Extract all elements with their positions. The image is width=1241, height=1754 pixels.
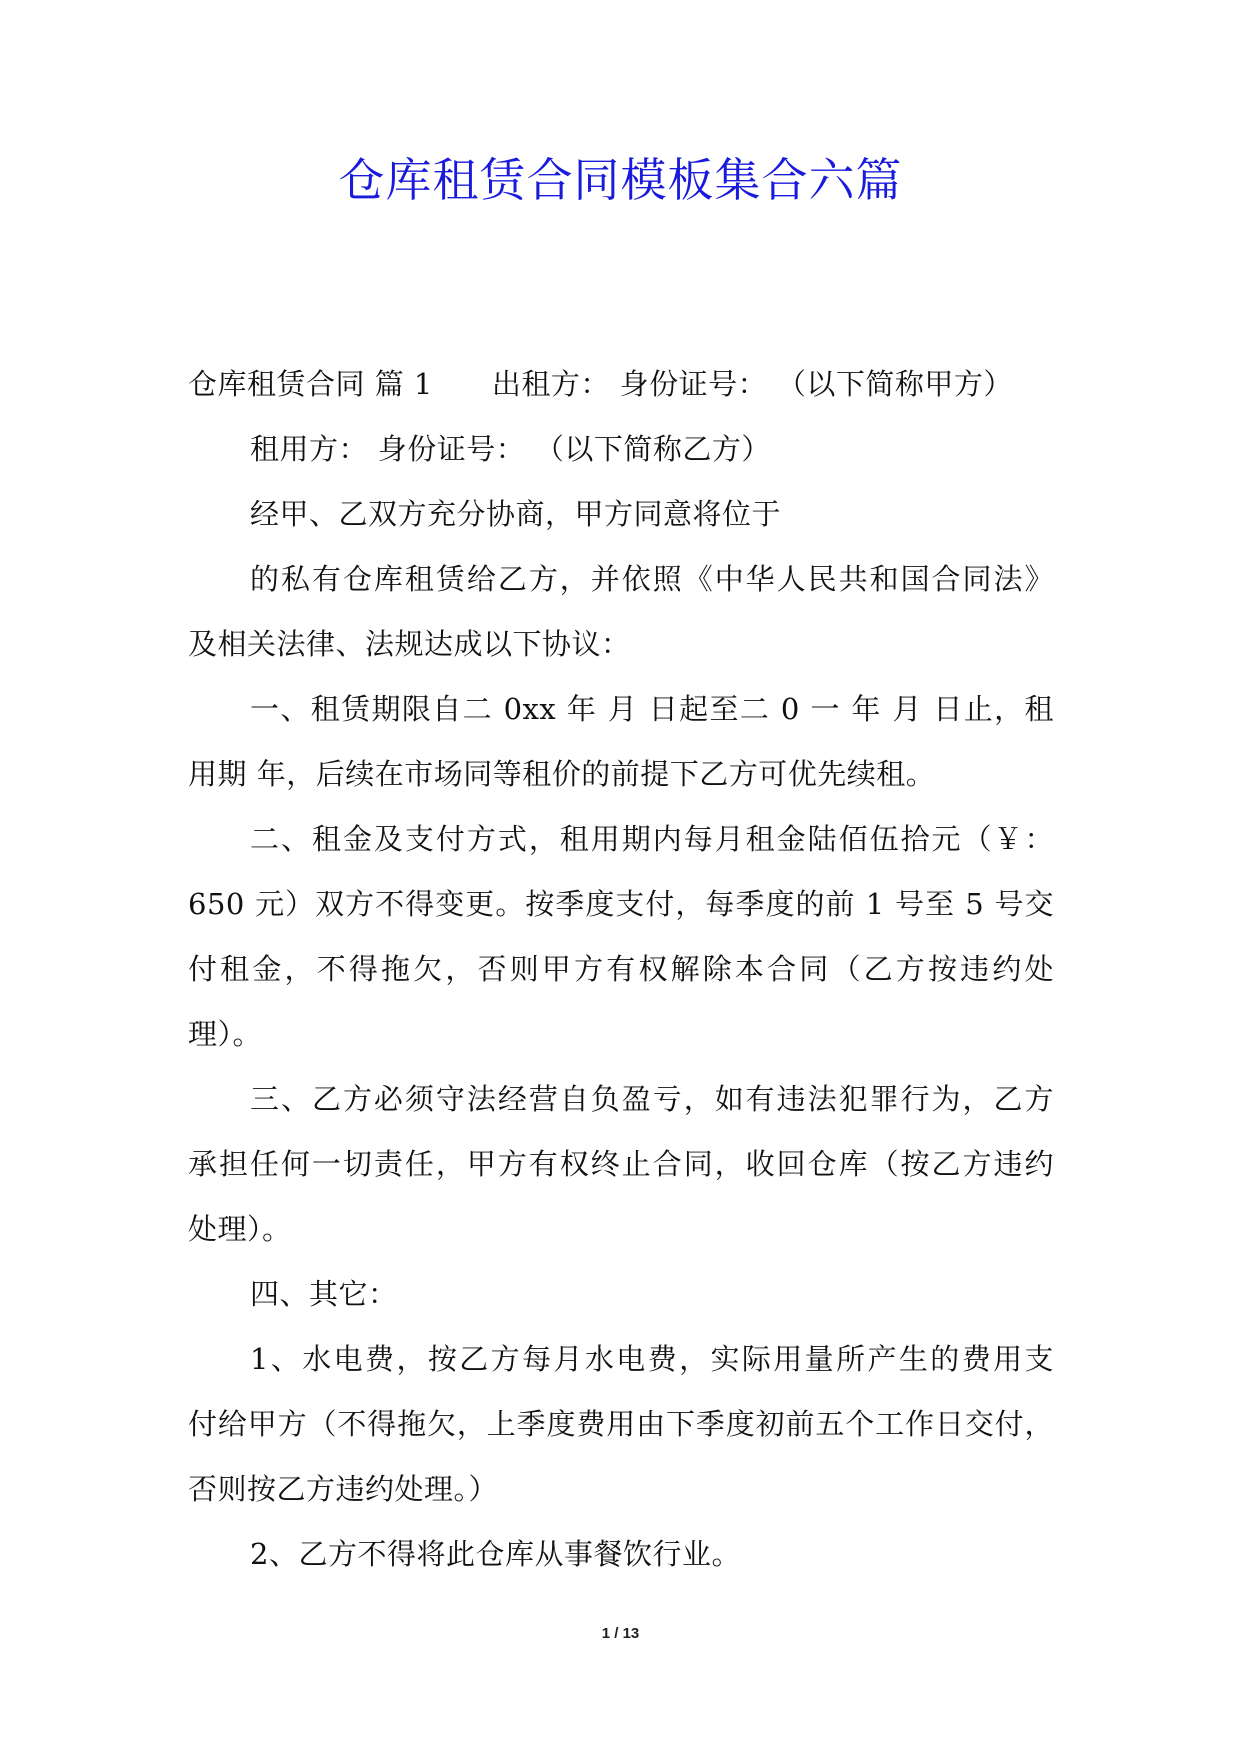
paragraph-line: 经甲、乙双方充分协商，甲方同意将位于 — [250, 497, 782, 531]
paragraph-line: 四、其它： — [250, 1277, 398, 1311]
paragraph-line: 租用方： 身份证号： （以下简称乙方） — [250, 432, 771, 466]
paragraph-line: 一、租赁期限自二 0xx 年 月 日起至二 0 一 年 月 日止，租 — [250, 692, 1054, 726]
paragraph-line: 的私有仓库租赁给乙方，并依照《中华人民共和国合同法》 — [250, 562, 1054, 596]
paragraph-line: 理）。 — [188, 1017, 263, 1051]
paragraph-line: 承担任何一切责任，甲方有权终止合同，收回仓库（按乙方违约 — [188, 1147, 1054, 1181]
paragraph-line: 仓库租赁合同 篇 1 出租方： 身份证号： （以下简称甲方） — [188, 367, 1013, 401]
paragraph-line: 三、乙方必须守法经营自负盈亏，如有违法犯罪行为，乙方 — [250, 1082, 1054, 1116]
document-body — [188, 352, 1054, 1587]
document-title: 仓库租赁合同模板集合六篇 — [338, 153, 903, 207]
paragraph-line: 付给甲方（不得拖欠，上季度费用由下季度初前五个工作日交付， — [188, 1407, 1054, 1441]
paragraph-line: 二、租金及支付方式，租用期内每月租金陆佰伍拾元（￥： — [250, 822, 1054, 856]
paragraph-line: 处理）。 — [188, 1212, 292, 1246]
paragraph-line: 2、乙方不得将此仓库从事餐饮行业。 — [250, 1537, 741, 1571]
paragraph-line: 及相关法律、法规达成以下协议： — [188, 627, 631, 661]
paragraph-line: 用期 年，后续在市场同等租价的前提下乙方可优先续租。 — [188, 757, 936, 791]
paragraph-line: 650 元）双方不得变更。按季度支付，每季度的前 1 号至 5 号交 — [188, 887, 1054, 921]
paragraph-line: 1、水电费，按乙方每月水电费，实际用量所产生的费用支 — [250, 1342, 1054, 1376]
page-number: 1 / 13 — [601, 1625, 640, 1642]
paragraph-line: 否则按乙方违约处理。） — [188, 1472, 499, 1506]
paragraph-line: 付租金，不得拖欠，否则甲方有权解除本合同（乙方按违约处 — [188, 952, 1054, 986]
